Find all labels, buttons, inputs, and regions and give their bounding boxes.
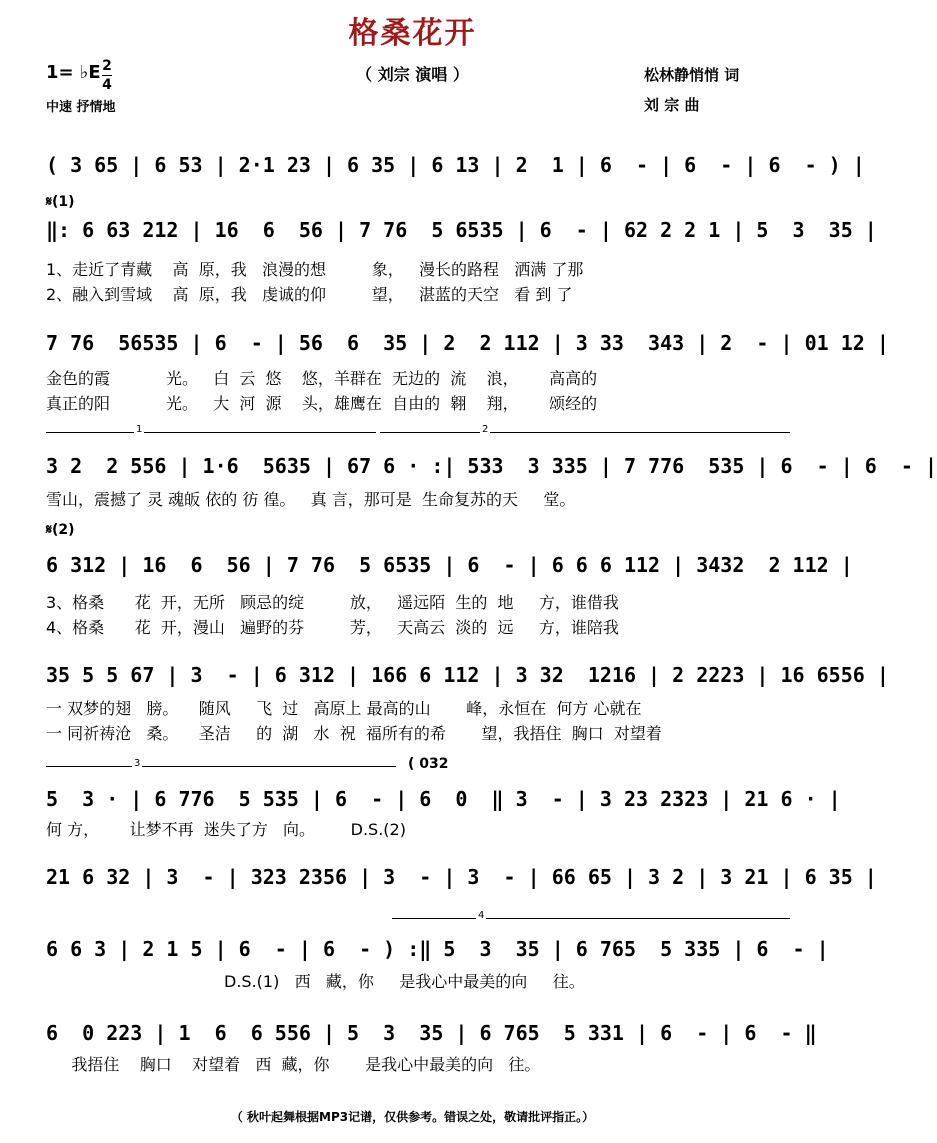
singer-credit: （ 刘宗 演唱 ） xyxy=(356,65,469,84)
lyric-row-4-verse-4: 4、格桑 花 开，漫山 遍野的芬 芳， 天高云 淡的 远 方，谁陪我 xyxy=(46,618,619,637)
lyric-row-2-verse-1: 金色的霞 光。 白 云 悠 悠，羊群在 无边的 流 浪， 高高的 xyxy=(46,369,598,388)
notation-row-7: 21 6 32 | 3 - | 323 2356 | 3 - | 3 - | 66 65 | 3 2 | 3 21 | 6 35 | xyxy=(46,865,877,889)
lyric-row-3: 雪山，震撼了 灵 魂皈 依的 彷 徨。 真 言，那可是 生命复苏的天 堂。 xyxy=(46,490,576,509)
footer-note: （ 秋叶起舞根据MP3记谱，仅供参考。错误之处，敬请批评指正。） xyxy=(230,1110,595,1124)
volta-3-bracket xyxy=(46,758,396,779)
notation-row-5: 35 5 5 67 | 3 - | 6 312 | 166 6 112 | 3 32 1216 | 2 2223 | 16 6556 | xyxy=(46,663,889,687)
lyric-row-1-verse-2: 2、融入到雪域 高 原，我 虔诚的仰 望， 湛蓝的天空 看 到 了 xyxy=(46,285,573,304)
segno-1-marker: 𝄋(1) xyxy=(46,194,75,210)
notation-row-9: 6 0 223 | 1 6 6 556 | 5 3 35 | 6 765 5 331 | 6 - | 6 - ‖ xyxy=(46,1021,817,1045)
volta-3-label: 3 xyxy=(134,758,141,769)
lyric-row-6: 何 方， 让梦不再 迷失了方 向。 D.S.(2) xyxy=(46,820,406,839)
notation-row-6: 5 3 · | 6 776 5 535 | 6 - | 6 0 ‖ 3 - | 3 23 2323 | 21 6 · | xyxy=(46,787,841,811)
lyric-row-5-verse-4: 一 同祈祷沧 桑。 圣洁 的 湖 水 祝 福所有的希 望，我捂住 胸口 对望着 xyxy=(46,724,662,743)
tempo-marking: 中速 抒情地 xyxy=(46,100,116,115)
volta-2-label: 2 xyxy=(482,424,489,435)
volta-4-bracket xyxy=(392,910,790,931)
pickup-marking: ( 032 xyxy=(408,756,449,772)
lyricist-credit: 松林静悄悄 词 xyxy=(644,66,740,84)
volta-1-bracket xyxy=(46,424,376,445)
notation-row-0: ( 3 65 | 6 53 | 2·1 23 | 6 35 | 6 13 | 2 1 | 6 - | 6 - | 6 - ) | xyxy=(46,153,865,177)
lyric-row-4-verse-3: 3、格桑 花 开，无所 顾忌的绽 放， 遥远陌 生的 地 方，谁借我 xyxy=(46,593,619,612)
notation-row-4: 6 312 | 16 6 56 | 7 76 5 6535 | 6 - | 6 6 6 112 | 3432 2 112 | xyxy=(46,553,853,577)
time-signature xyxy=(102,58,112,93)
segno-2-marker: 𝄋(2) xyxy=(46,522,75,538)
lyric-row-8: D.S.(1) 西 藏，你 是我心中最美的向 往。 xyxy=(46,972,585,991)
notation-row-8: 6 6 3 | 2 1 5 | 6 - | 6 - ) :‖ 5 3 35 | 6 765 5 335 | 6 - | xyxy=(46,937,829,961)
notation-row-2: 7 76 56535 | 6 - | 56 6 35 | 2 2 112 | 3 33 343 | 2 - | 01 12 | xyxy=(46,331,889,355)
lyric-row-2-verse-2: 真正的阳 光。 大 河 源 头，雄鹰在 自由的 翱 翔， 颂经的 xyxy=(46,394,598,413)
volta-1-label: 1 xyxy=(136,424,143,435)
composer-credit: 刘 宗 曲 xyxy=(644,96,700,114)
key-signature: 1= ♭E xyxy=(46,62,101,83)
lyric-row-1-verse-1: 1、走近了青藏 高 原，我 浪漫的想 象， 漫长的路程 洒满 了那 xyxy=(46,260,584,279)
notation-row-3: 3 2 2 556 | 1·6 5635 | 67 6 · :| 533 3 335 | 7 776 535 | 6 - | 6 - | xyxy=(46,454,937,478)
volta-2-bracket xyxy=(380,424,790,445)
lyric-row-5-verse-3: 一 双梦的翅 膀。 随风 飞 过 高原上 最高的山 峰，永恒在 何方 心就在 xyxy=(46,699,642,718)
time-bottom: 4 xyxy=(102,77,112,93)
song-title: 格桑花开 xyxy=(348,16,477,51)
time-top: 2 xyxy=(102,58,112,74)
volta-4-label: 4 xyxy=(478,910,485,921)
notation-row-1: ‖: 6 63 212 | 16 6 56 | 7 76 5 6535 | 6 - | 62 2 2 1 | 5 3 35 | xyxy=(46,218,877,242)
lyric-row-9: 我捂住 胸口 对望着 西 藏，你 是我心中最美的向 往。 xyxy=(46,1055,541,1074)
time-divider xyxy=(102,75,112,76)
